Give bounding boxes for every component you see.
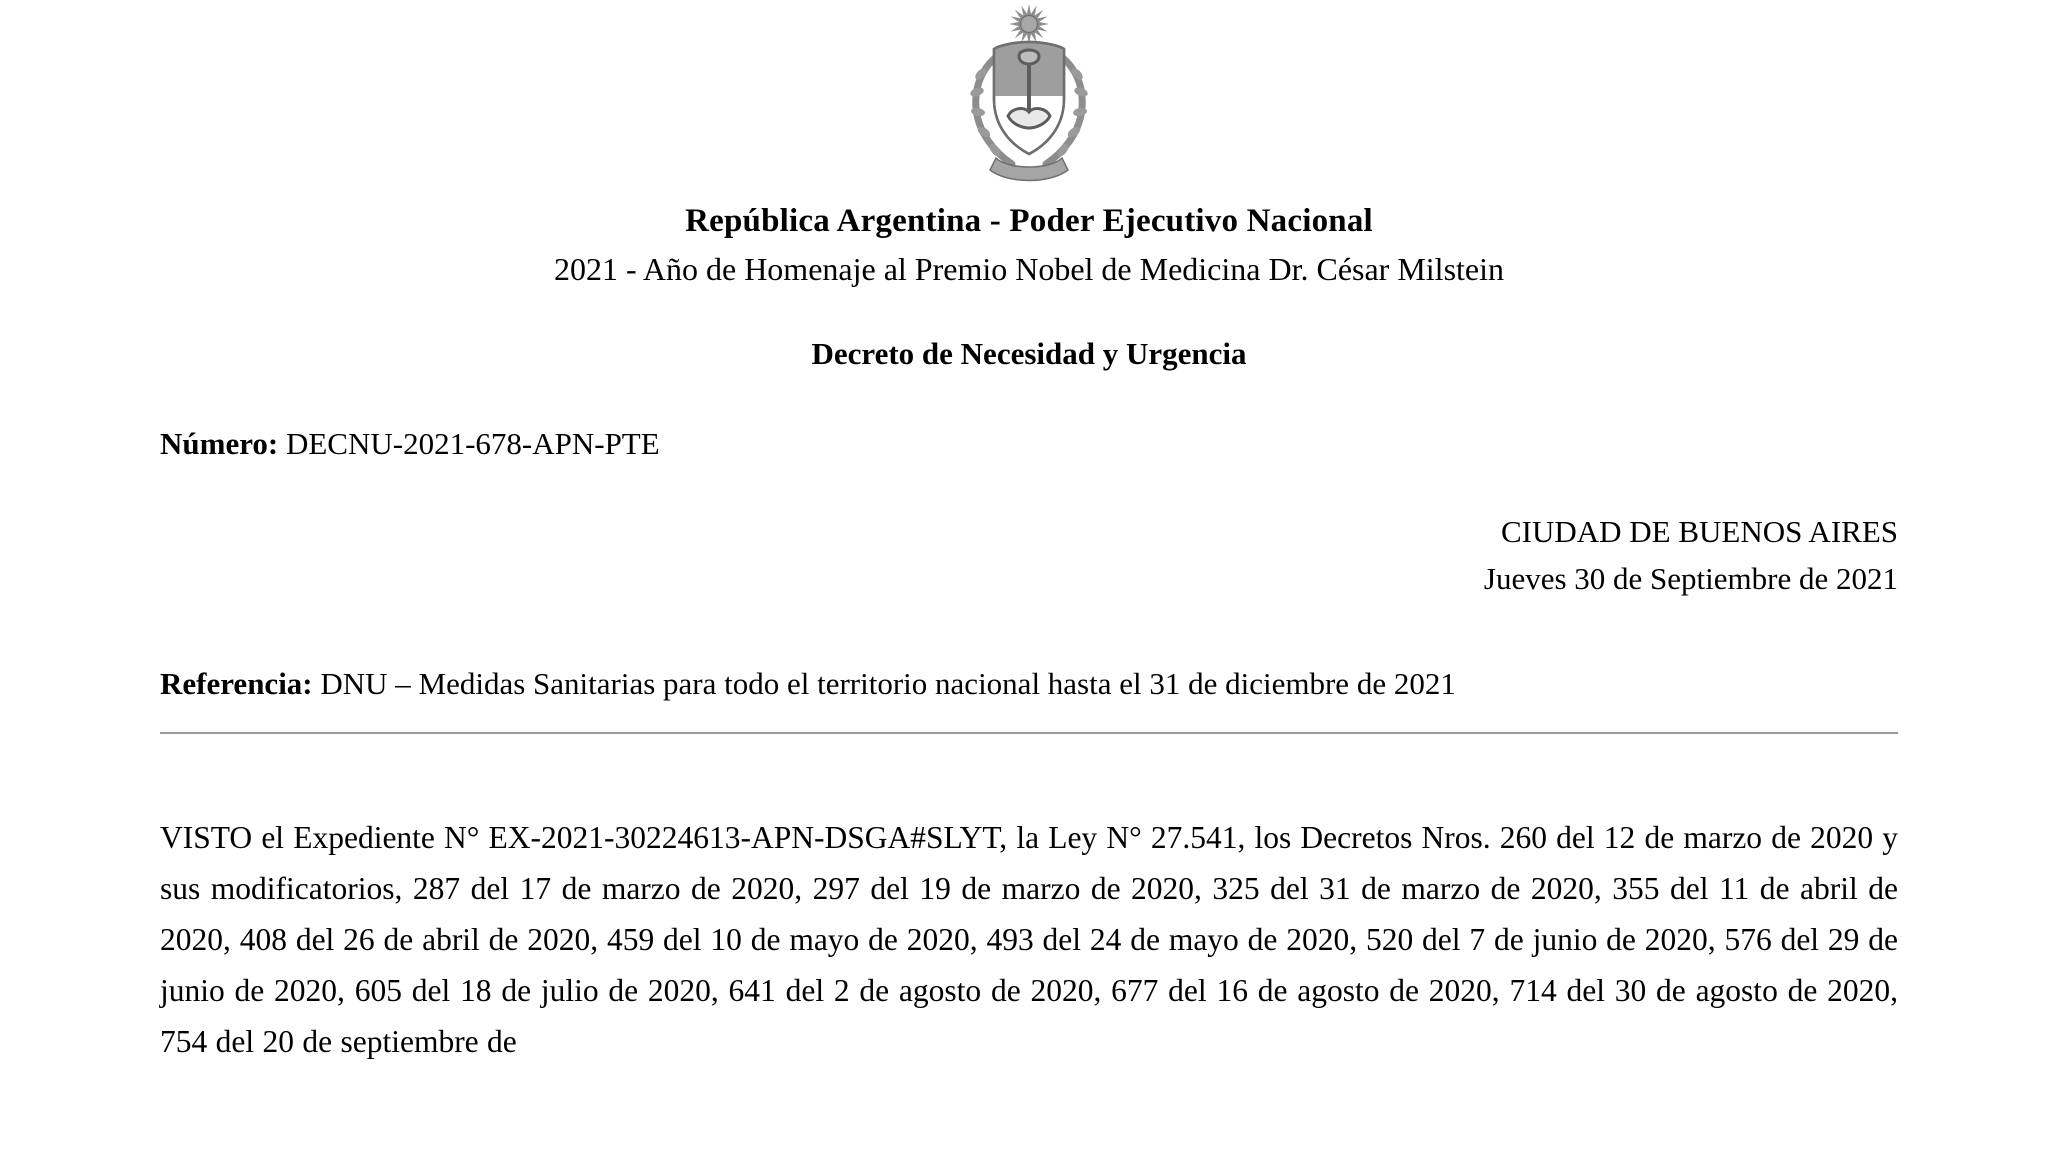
year-motto: 2021 - Año de Homenaje al Premio Nobel de Medicina Dr. César Milstein [553, 251, 1504, 288]
header-divider [160, 732, 1898, 734]
number-row [160, 422, 1898, 467]
organization-title: República Argentina - Poder Ejecutivo Nacional [685, 203, 1373, 239]
reference-label: Referencia: [160, 666, 313, 702]
number-label: Número: [160, 426, 279, 462]
reference-value: DNU – Medidas Sanitarias para todo el territorio nacional hasta el 31 de diciembre de 2021 [320, 666, 1456, 702]
argentina-coat-of-arms-icon [950, 4, 1108, 194]
reference-row [160, 662, 1898, 705]
document-type-title: Decreto de Necesidad y Urgencia [811, 336, 1247, 372]
place-and-date [160, 509, 1898, 602]
number-value: DECNU-2021-678-APN-PTE [285, 426, 660, 462]
date-text: Jueves 30 de Septiembre de 2021 [1483, 560, 1898, 596]
document-header [160, 200, 1898, 290]
coat-of-arms-container [160, 0, 1898, 200]
document-meta [160, 422, 1898, 467]
body-paragraph-visto: VISTO el Expediente N° EX-2021-30224613-APN-DSGA#SLYT, la Ley N° 27.541, los Decretos Nros. 260 del 12 de marzo de 2020 y sus modificatorios, 287 del 17 de marzo de 2020, 297 del 19 de marzo de 2020, 325 del 31 de marzo de 2020, 355 del 11 de abril de 2020, 408 del 26 de abril de 2020, 459 del 10 de mayo de 2020, 493 del 24 de mayo de 2020, 520 del 7 de junio de 2020, 576 del 29 de junio de 2020, 605 del 18 de julio de 2020, 641 del 2 de agosto de 2020, 677 del 16 de agosto de 2020, 714 del 30 de agosto de 2020, 754 del 20 de septiembre de [160, 819, 1898, 1059]
city-text: CIUDAD DE BUENOS AIRES [1501, 514, 1898, 550]
